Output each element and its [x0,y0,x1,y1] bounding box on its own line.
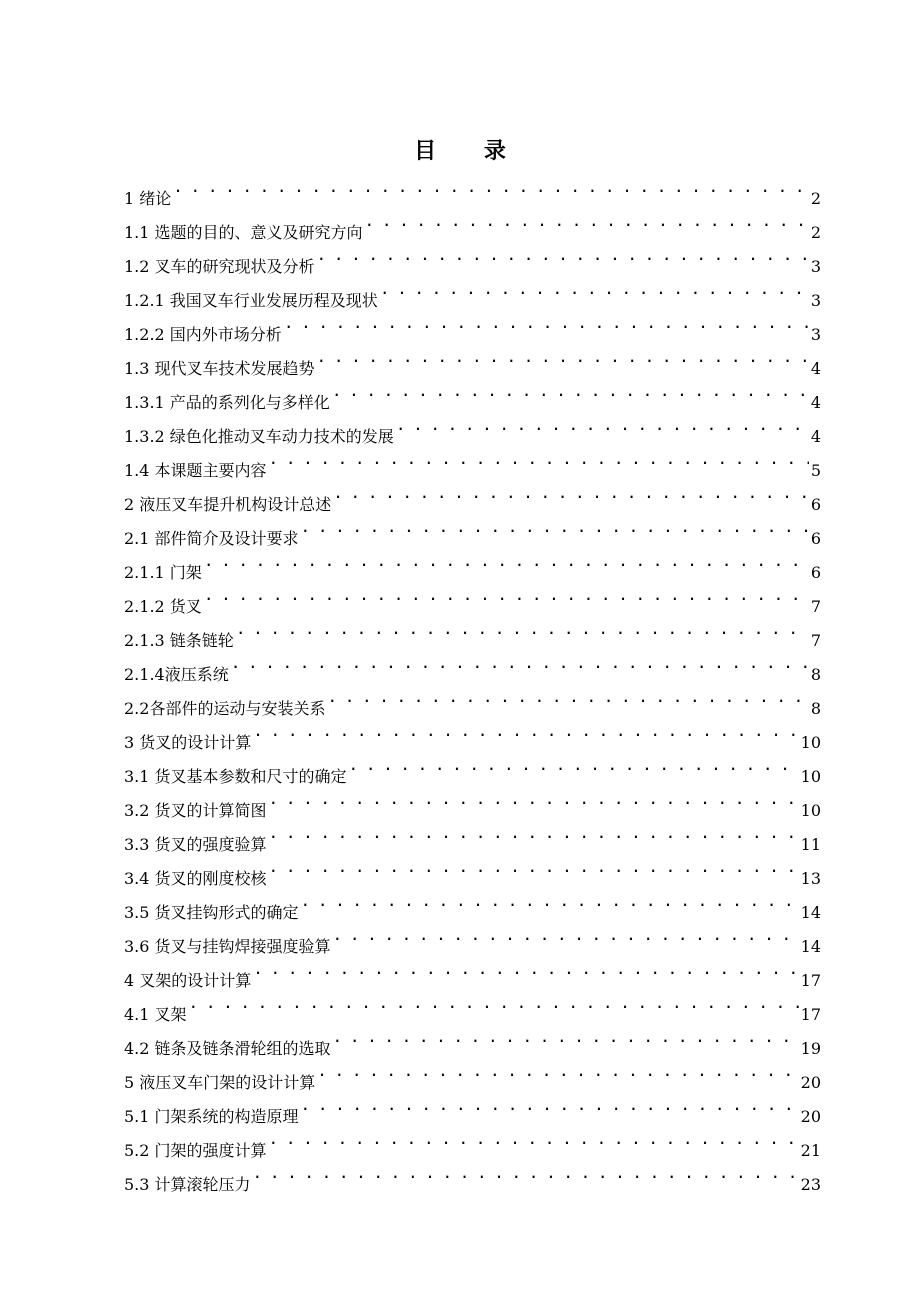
toc-dot-leader [284,306,809,340]
toc-entry-page-number: 20 [800,1073,821,1092]
toc-entry-page-number: 10 [800,801,821,820]
toc-entry-label: 2.1 部件简介及设计要求 [124,529,299,548]
toc-entry-label: 4 叉架的设计计算 [124,971,252,990]
toc-entry-label: 5.1 门架系统的构造原理 [124,1107,299,1126]
toc-dot-leader [236,612,809,646]
toc-entry-page-number: 2 [810,223,821,242]
toc-entry-label: 3.3 货叉的强度验算 [124,835,267,854]
toc-entry-page-number: 11 [800,835,821,854]
toc-entry-page-number: 10 [800,733,821,752]
toc-entry-label: 2.1.3 链条链轮 [124,631,234,650]
toc-entry-label: 4.1 叉架 [124,1005,187,1024]
toc-dot-leader [349,748,799,782]
toc-entry-page-number: 10 [800,767,821,786]
toc-dot-leader [333,1020,799,1054]
toc-entry[interactable] [124,544,821,582]
toc-title: 目 录 [414,139,526,164]
toc-entry-label: 2.1.2 货叉 [124,597,202,616]
toc-dot-leader [365,204,809,238]
toc-entry-label: 1.2 叉车的研究现状及分析 [124,257,315,276]
toc-dot-leader [269,1122,799,1156]
toc-dot-leader [327,680,808,714]
toc-entry-page-number: 5 [810,461,821,480]
toc-entry-page-number: 23 [800,1175,821,1194]
toc-entry-page-number: 4 [810,359,821,378]
toc-entry-label: 5.3 计算滚轮压力 [124,1175,251,1194]
toc-entry[interactable] [124,204,821,242]
toc-entry-label: 1.2.2 国内外市场分析 [124,325,282,344]
toc-entry-label: 2.1.4液压系统 [124,665,229,684]
toc-entry-label: 2 液压叉车提升机构设计总述 [124,495,332,514]
toc-entry-page-number: 7 [810,597,821,616]
toc-dot-leader [231,646,809,680]
toc-entry-page-number: 6 [810,563,821,582]
toc-dot-leader [253,714,798,748]
toc-dot-leader [301,1088,799,1122]
toc-dot-leader [301,510,809,544]
toc-entry-label: 5 液压叉车门架的设计计算 [124,1073,316,1092]
toc-entry[interactable] [124,170,821,208]
toc-dot-leader [317,238,809,272]
toc-dot-leader [317,340,809,374]
toc-entry-label: 5.2 门架的强度计算 [124,1141,267,1160]
toc-dot-leader [333,918,799,952]
toc-entry[interactable] [124,612,821,650]
toc-dot-leader [269,850,799,884]
toc-entry-page-number: 4 [810,393,821,412]
toc-entry-page-number: 13 [800,869,821,888]
toc-entry-label: 3.6 货叉与挂钩焊接强度验算 [124,937,331,956]
toc-entry-page-number: 3 [810,291,821,310]
toc-entry-label: 3.1 货叉基本参数和尺寸的确定 [124,767,347,786]
toc-dot-leader [253,952,798,986]
toc-entry-page-number: 3 [810,325,821,344]
toc-dot-leader [269,816,799,850]
toc-entry-label: 1 绪论 [124,189,172,208]
toc-entry-label: 3.2 货叉的计算简图 [124,801,267,820]
toc-entry-label: 1.2.1 我国叉车行业发展历程及现状 [124,291,378,310]
toc-dot-leader [333,476,809,510]
toc-entry-page-number: 17 [800,1005,821,1024]
toc-entry-page-number: 8 [810,665,821,684]
toc-entry-page-number: 8 [810,699,821,718]
toc-entry-page-number: 4 [810,427,821,446]
toc-dot-leader [332,374,809,408]
toc-entry-label: 3.5 货叉挂钩形式的确定 [124,903,299,922]
toc-entry-label: 3.4 货叉的刚度校核 [124,869,267,888]
toc-dot-leader [173,170,809,204]
toc-dot-leader [253,1156,799,1190]
toc-entry-page-number: 2 [810,189,821,208]
toc-entry[interactable] [124,578,821,616]
toc-entry-label: 1.4 本课题主要内容 [124,461,267,480]
toc-dot-leader [269,442,809,476]
toc-entry-label: 4.2 链条及链条滑轮组的选取 [124,1039,331,1058]
toc-entry-page-number: 19 [800,1039,821,1058]
toc-entry-page-number: 21 [800,1141,821,1160]
toc-dot-leader [204,544,809,578]
toc-dot-leader [317,1054,798,1088]
toc-entry[interactable] [124,986,821,1024]
toc-entry-label: 2.1.1 门架 [124,563,202,582]
toc-entry-label: 1.3 现代叉车技术发展趋势 [124,359,315,378]
toc-entry-page-number: 3 [810,257,821,276]
toc-dot-leader [301,884,799,918]
toc-entry[interactable] [124,1020,821,1058]
toc-entry-page-number: 20 [800,1107,821,1126]
toc-entry-page-number: 14 [800,937,821,956]
toc-dot-leader [204,578,809,612]
toc-entry-label: 3 货叉的设计计算 [124,733,252,752]
toc-entry-page-number: 6 [810,529,821,548]
toc-dot-leader [269,782,799,816]
toc-dot-leader [380,272,809,306]
toc-entry-page-number: 17 [800,971,821,990]
toc-entry-page-number: 6 [810,495,821,514]
toc-entry-label: 1.1 选题的目的、意义及研究方向 [124,223,363,242]
toc-entry-label: 1.3.2 绿色化推动叉车动力技术的发展 [124,427,394,446]
toc-dot-leader [396,408,809,442]
toc-dot-leader [189,986,799,1020]
toc-entry-page-number: 7 [810,631,821,650]
toc-entry-label: 1.3.1 产品的系列化与多样化 [124,393,330,412]
toc-entry-page-number: 14 [800,903,821,922]
toc-list [124,170,821,1194]
toc-entry-label: 2.2各部件的运动与安装关系 [124,699,326,718]
